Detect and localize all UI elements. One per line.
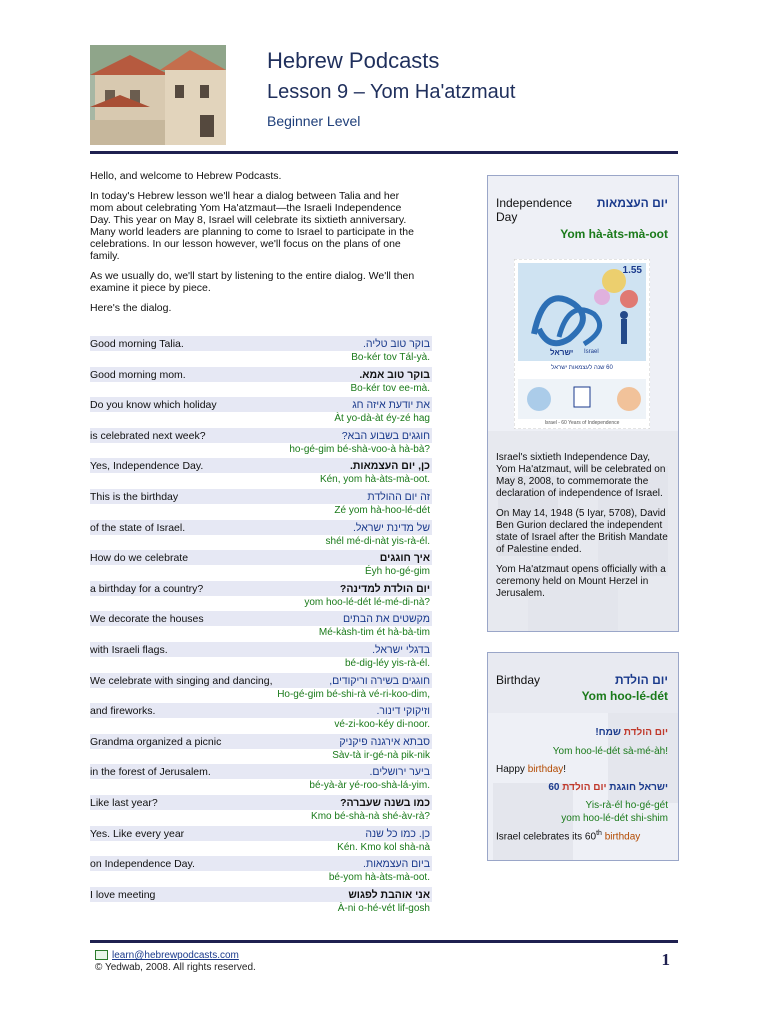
- english-line: of the state of Israel.: [90, 521, 186, 534]
- transliteration-line: shél mé-di-nàt yis-rà-él.: [325, 535, 430, 547]
- english-line: Good morning Talia.: [90, 338, 184, 350]
- dialog-line: [90, 887, 432, 902]
- dialog-line: [90, 397, 432, 412]
- dialog-row: [90, 826, 432, 857]
- dialog-row: [90, 734, 432, 765]
- footer-divider: [90, 940, 678, 943]
- footer-email: [95, 950, 239, 961]
- hebrew-line: ביער ירושלים.: [369, 766, 430, 779]
- stamp-country-hebrew: ישראל: [550, 348, 574, 357]
- hebrew-line: מקשטים את הבתים: [343, 613, 430, 626]
- dialog-row: [90, 795, 432, 826]
- transliteration-row: [90, 473, 432, 488]
- english-line: This is the birthday: [90, 490, 179, 503]
- dialog-row: [90, 367, 432, 398]
- sidebar-paragraph: On May 14, 1948 (5 Iyar, 5708), David Ben Gurion declared the independent state of Israel after the British Mandate of Palestine ended.: [496, 508, 668, 555]
- hebrew-line: כמו בשנה שעברה?: [340, 796, 430, 809]
- dialog-line: [90, 611, 432, 626]
- english-line: a birthday for a country?: [90, 582, 204, 595]
- transliteration-line: Mé-kàsh-tim ét hà-bà-tim: [318, 627, 430, 639]
- email-link[interactable]: learn@hebrewpodcasts.com: [112, 950, 239, 961]
- dialog-line: [90, 428, 432, 443]
- dialog-line: [90, 458, 432, 473]
- dialog-line: [90, 642, 432, 657]
- english-line: with Israeli flags.: [90, 643, 168, 656]
- label-hebrew: יום העצמאות: [596, 196, 668, 210]
- transliteration-line: Sàv-tà ir-gé-nà pik-nik: [332, 749, 430, 761]
- dialog-row: [90, 611, 432, 642]
- transliteration-row: [90, 504, 432, 519]
- stamp-artwork: [514, 259, 650, 429]
- sidebar-paragraph: Israel's sixtieth Independence Day, Yom Ha'atzmaut, will be celebrated on May 8, 2008, to commemorate the declaration of independence of Israel.: [496, 452, 666, 499]
- english-line: Good morning mom.: [90, 368, 186, 381]
- transliteration-row: [90, 810, 432, 825]
- dialog-row: [90, 428, 432, 459]
- transliteration-line: bé-dig-léy yis-rà-él.: [344, 657, 430, 669]
- dialog-line: [90, 703, 432, 718]
- english-line: Yes. Like every year: [90, 827, 185, 840]
- independence-day-text: [496, 452, 668, 608]
- hebrew-line: כן. כמו כל שנה: [365, 827, 430, 840]
- transliteration-row: [90, 351, 432, 366]
- dialog-line: [90, 856, 432, 871]
- hebrew-line: בוקר טוב אמא.: [359, 368, 430, 381]
- independence-day-box: [487, 175, 679, 632]
- dialog-row: [90, 764, 432, 795]
- english-line: Grandma organized a picnic: [90, 735, 222, 748]
- transliteration-row: [90, 779, 432, 794]
- intro-paragraph: As we usually do, we'll start by listening to the entire dialog. We'll then examine it piece by piece.: [90, 270, 415, 294]
- title-block: [267, 48, 515, 130]
- sentence-english: Israel celebrates its 60th birthday: [496, 830, 641, 843]
- transliteration-line: Kén. Kmo kol shà-nà: [337, 841, 430, 853]
- hebrew-line: יום הולדת למדינה?: [339, 582, 430, 595]
- dialog-row: [90, 703, 432, 734]
- dialog-line: [90, 795, 432, 810]
- sentence-transliteration-1: Yis-rà-él ho-gé-gét: [585, 800, 668, 811]
- label-transliteration: Yom hoo-lé-dét: [581, 689, 668, 703]
- transliteration-line: Bo-kér tov Tál-yà.: [351, 352, 430, 363]
- english-line: is celebrated next week?: [90, 429, 206, 442]
- intro-paragraph: Hello, and welcome to Hebrew Podcasts.: [90, 170, 282, 182]
- dialog-row: [90, 336, 432, 367]
- stamp-price: 1.55: [622, 265, 642, 276]
- hebrew-line: חוגגים בשבוע הבא?: [341, 429, 430, 442]
- hebrew-line: בדגלי ישראל.: [372, 643, 430, 656]
- hebrew-line: ביום העצמאות.: [363, 858, 430, 871]
- transliteration-line: Bo-kér tov ee-mà.: [350, 382, 430, 394]
- transliteration-row: [90, 718, 432, 733]
- dialog-line: [90, 826, 432, 841]
- transliteration-row: [90, 688, 432, 703]
- transliteration-line: Ho-gé-gim bé-shi-rà vé-ri-koo-dim,: [277, 688, 430, 700]
- page-title: Hebrew Podcasts: [267, 48, 440, 73]
- transliteration-line: bé-yom hà-àts-mà-oot.: [328, 872, 430, 884]
- intro-text: [90, 170, 420, 322]
- transliteration-line: Éyh ho-gé-gim: [364, 566, 430, 578]
- label-english: Independence Day: [496, 196, 573, 224]
- copyright-text: © Yedwab, 2008. All rights reserved.: [95, 962, 256, 973]
- transliteration-line: Zé yom hà-hoo-lé-dét: [334, 504, 430, 516]
- transliteration-row: [90, 841, 432, 856]
- dialog-row: [90, 581, 432, 612]
- hebrew-greeting: יום הולדת שמח!: [595, 727, 668, 738]
- hebrew-line: וזיקוקי דינור.: [376, 705, 430, 718]
- transliteration-line: vé-zi-koo-kéy di-noor.: [334, 719, 430, 731]
- english-line: on Independence Day.: [90, 858, 195, 871]
- english-line: Like last year?: [90, 796, 158, 809]
- hebrew-line: את יודעת איזה חג: [352, 399, 430, 412]
- dialog-row: [90, 520, 432, 551]
- dialog-line: [90, 336, 432, 351]
- level-label: Beginner Level: [267, 113, 361, 129]
- label-transliteration: Yom hà-àts-mà-oot: [560, 227, 668, 241]
- transliteration-line: bé-yà-àr yé-roo-shà-lá-yim.: [309, 780, 430, 792]
- sentence-transliteration-2: yom hoo-lé-dét shi-shim: [561, 813, 668, 824]
- intro-paragraph: Here's the dialog.: [90, 302, 172, 314]
- birthday-box: [487, 652, 679, 861]
- transliteration-row: [90, 596, 432, 611]
- village-photo-image: [90, 45, 226, 145]
- dialog-line: [90, 550, 432, 565]
- dialog-row: [90, 489, 432, 520]
- stamp-ribbon-text: 60 שנה לעצמאות ישראל: [551, 365, 613, 371]
- transliteration-row: [90, 657, 432, 672]
- greeting-english: Happy birthday!: [496, 764, 567, 775]
- dialog-row: [90, 458, 432, 489]
- header-photo: [90, 45, 226, 145]
- dialog-line: [90, 673, 432, 688]
- hebrew-line: כן, יום העצמאות.: [349, 460, 430, 473]
- label-english: Birthday: [496, 673, 541, 687]
- transliteration-line: Kmo bé-shà-nà shé-àv-rà?: [311, 810, 430, 822]
- english-line: and fireworks.: [90, 705, 156, 718]
- hebrew-line: זה יום ההולדת: [367, 490, 430, 503]
- greeting-transliteration: Yom hoo-lé-dét sà-mé-àh!: [552, 746, 668, 757]
- english-line: We celebrate with singing and dancing,: [90, 674, 273, 687]
- dialog-line: [90, 367, 432, 382]
- english-line: Do you know which holiday: [90, 399, 217, 412]
- dialog-line: [90, 581, 432, 596]
- hebrew-line: של מדינת ישראל.: [352, 521, 430, 534]
- transliteration-line: yom hoo-lé-dét lé-mé-di-nà?: [304, 596, 430, 608]
- dialog-row: [90, 673, 432, 704]
- transliteration-row: [90, 535, 432, 550]
- english-line: We decorate the houses: [90, 613, 204, 626]
- hebrew-line: איך חוגגים: [379, 552, 430, 565]
- transliteration-row: [90, 749, 432, 764]
- transliteration-line: À-ni o-hé-vét lif-gosh: [337, 902, 430, 914]
- english-line: Yes, Independence Day.: [90, 460, 204, 473]
- page-number: 1: [661, 950, 670, 969]
- dialog-line: [90, 734, 432, 749]
- dialog-row: [90, 887, 432, 918]
- hebrew-line: אני אוהבת לפגוש: [348, 888, 430, 901]
- sidebar-paragraph: Yom Ha'atzmaut opens officially with a ceremony held on Mount Herzel in Jerusalem.: [496, 564, 666, 599]
- stamp-country-english: Israel: [584, 349, 599, 355]
- transliteration-line: Kén, yom hà-àts-mà-oot.: [319, 474, 430, 486]
- dialog-line: [90, 764, 432, 779]
- english-line: I love meeting: [90, 888, 156, 901]
- dialog-row: [90, 856, 432, 887]
- lesson-title: Lesson 9 – Yom Ha'atzmaut: [267, 81, 516, 103]
- dialog-line: [90, 520, 432, 535]
- dialog-row: [90, 642, 432, 673]
- label-hebrew: יום הולדת: [614, 673, 668, 687]
- hebrew-line: בוקר טוב טליה.: [362, 338, 430, 350]
- transliteration-line: ho-gé-gim bé-shà-voo-à hà-bà?: [289, 443, 430, 455]
- transliteration-row: [90, 382, 432, 397]
- intro-paragraph: In today's Hebrew lesson we'll hear a dialog between Talia and her mom about celebrating Yom Ha'atzmaut—the Israeli Independence Day. This year on May 8, Israel will celebrate its sixtieth anniversary. Many world leaders are planning to come to Israel to participate in the celebrations. In our lesson however, we'll focus on the plans of one family.: [90, 190, 414, 262]
- dialog-row: [90, 397, 432, 428]
- transliteration-row: [90, 412, 432, 427]
- transliteration-row: [90, 443, 432, 458]
- hebrew-line: סבתא אירגנה פיקניק: [339, 735, 430, 748]
- israel-60-stamp: [514, 259, 650, 429]
- transliteration-row: [90, 626, 432, 641]
- transliteration-row: [90, 565, 432, 580]
- dialog-row: [90, 550, 432, 581]
- hebrew-sentence: ישראל חוגגת יום הולדת 60: [548, 782, 668, 793]
- transliteration-row: [90, 902, 432, 917]
- transliteration-row: [90, 871, 432, 886]
- dialog-line: [90, 489, 432, 504]
- english-line: in the forest of Jerusalem.: [90, 766, 211, 779]
- mail-icon: [95, 950, 108, 960]
- header-divider: [90, 151, 678, 154]
- transliteration-line: Àt yo-dà-àt éy-zé hag: [334, 413, 430, 425]
- english-line: How do we celebrate: [90, 552, 189, 565]
- stamp-caption: Israel - 60 Years of Independence: [544, 420, 620, 426]
- hebrew-line: חוגגים בשירה וריקודים,: [329, 674, 430, 687]
- dialog-table: [90, 336, 432, 917]
